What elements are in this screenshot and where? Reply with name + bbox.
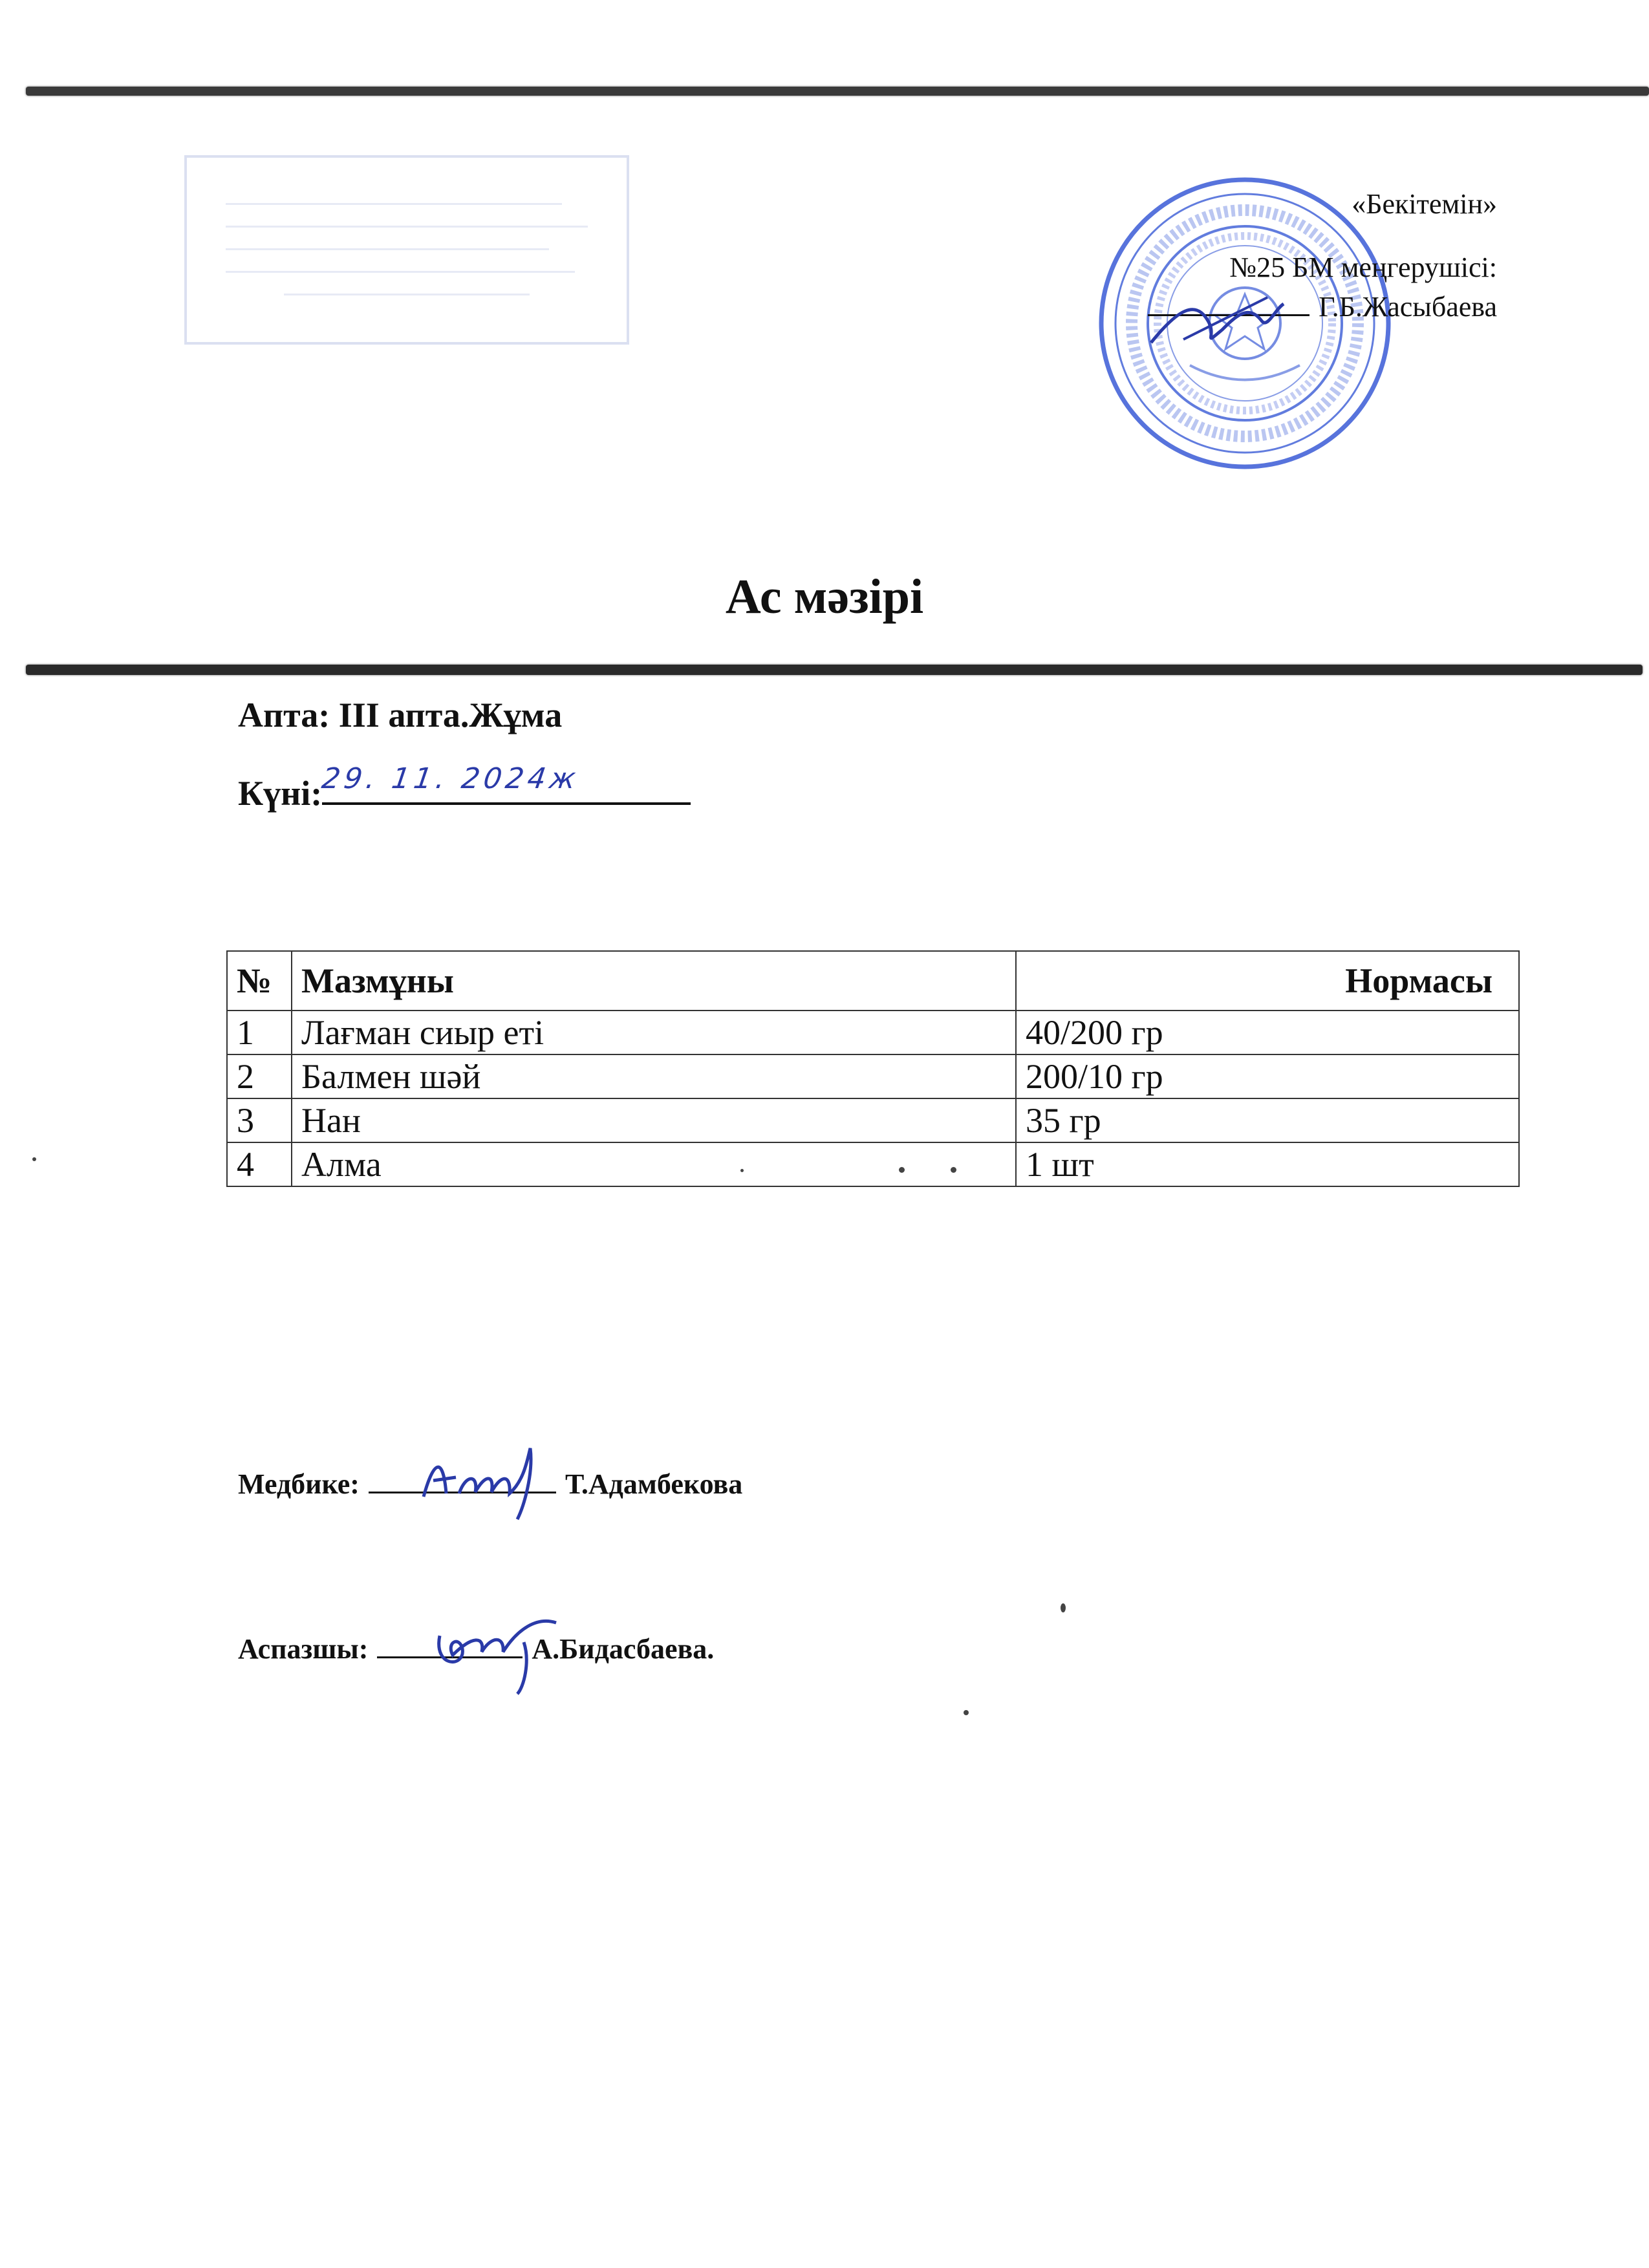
scan-speck: [899, 1167, 905, 1173]
menu-table: [226, 950, 1520, 1187]
row-name: Нан: [292, 1098, 1016, 1142]
nurse-label: Медбике:: [238, 1468, 360, 1500]
week-label: Апта:: [238, 696, 330, 734]
date-field: [319, 762, 691, 805]
date-line: [238, 762, 691, 813]
scan-speck: [951, 1167, 956, 1173]
cook-label: Аспазшы:: [238, 1633, 369, 1665]
handwritten-date: 29. 11. 2024ж: [319, 762, 582, 795]
row-norm: 35 гр: [1016, 1098, 1519, 1142]
scan-speck: [1061, 1603, 1066, 1612]
scan-speck: [964, 1710, 969, 1715]
row-norm: 40/200 гр: [1016, 1011, 1519, 1054]
row-name: Лағман сиыр еті: [292, 1011, 1016, 1054]
faint-rectangular-stamp: [184, 155, 629, 345]
week-line: [238, 695, 562, 735]
cook-name: А.Бидасбаева.: [532, 1633, 715, 1665]
row-norm: 200/10 гр: [1016, 1054, 1519, 1098]
row-number: 3: [227, 1098, 292, 1142]
table-row: [227, 1098, 1519, 1142]
week-value: III апта.Жұма: [338, 696, 563, 734]
row-number: 4: [227, 1142, 292, 1186]
scan-edge-middle: [26, 665, 1643, 675]
table-header-row: [227, 951, 1519, 1011]
table-row: [227, 1011, 1519, 1054]
header-content: Мазмұны: [292, 951, 1016, 1011]
approval-name: Г.Б.Жасыбаева: [1319, 291, 1497, 323]
scan-speck: [740, 1169, 744, 1172]
row-name: Алма: [292, 1142, 1016, 1186]
nurse-signature: [414, 1435, 582, 1526]
scan-speck: [32, 1157, 36, 1161]
row-name: Балмен шәй: [292, 1054, 1016, 1098]
header-norm: Нормасы: [1016, 951, 1519, 1011]
nurse-name: Т.Адамбекова: [565, 1468, 743, 1500]
date-label: Күні:: [238, 774, 323, 813]
cook-signature: [427, 1597, 576, 1700]
table-row: [227, 1054, 1519, 1098]
row-norm: 1 шт: [1016, 1142, 1519, 1186]
head-signature: [1138, 284, 1293, 356]
header-number: №: [227, 951, 292, 1011]
page-title: Ас мәзірі: [725, 570, 924, 624]
row-number: 1: [227, 1011, 292, 1054]
approval-position: №25 БМ меңгерушісі:: [1229, 251, 1497, 283]
approval-heading: «Бекітемін»: [1352, 188, 1497, 220]
table-row: [227, 1142, 1519, 1186]
row-number: 2: [227, 1054, 292, 1098]
scan-edge-top: [26, 87, 1649, 96]
